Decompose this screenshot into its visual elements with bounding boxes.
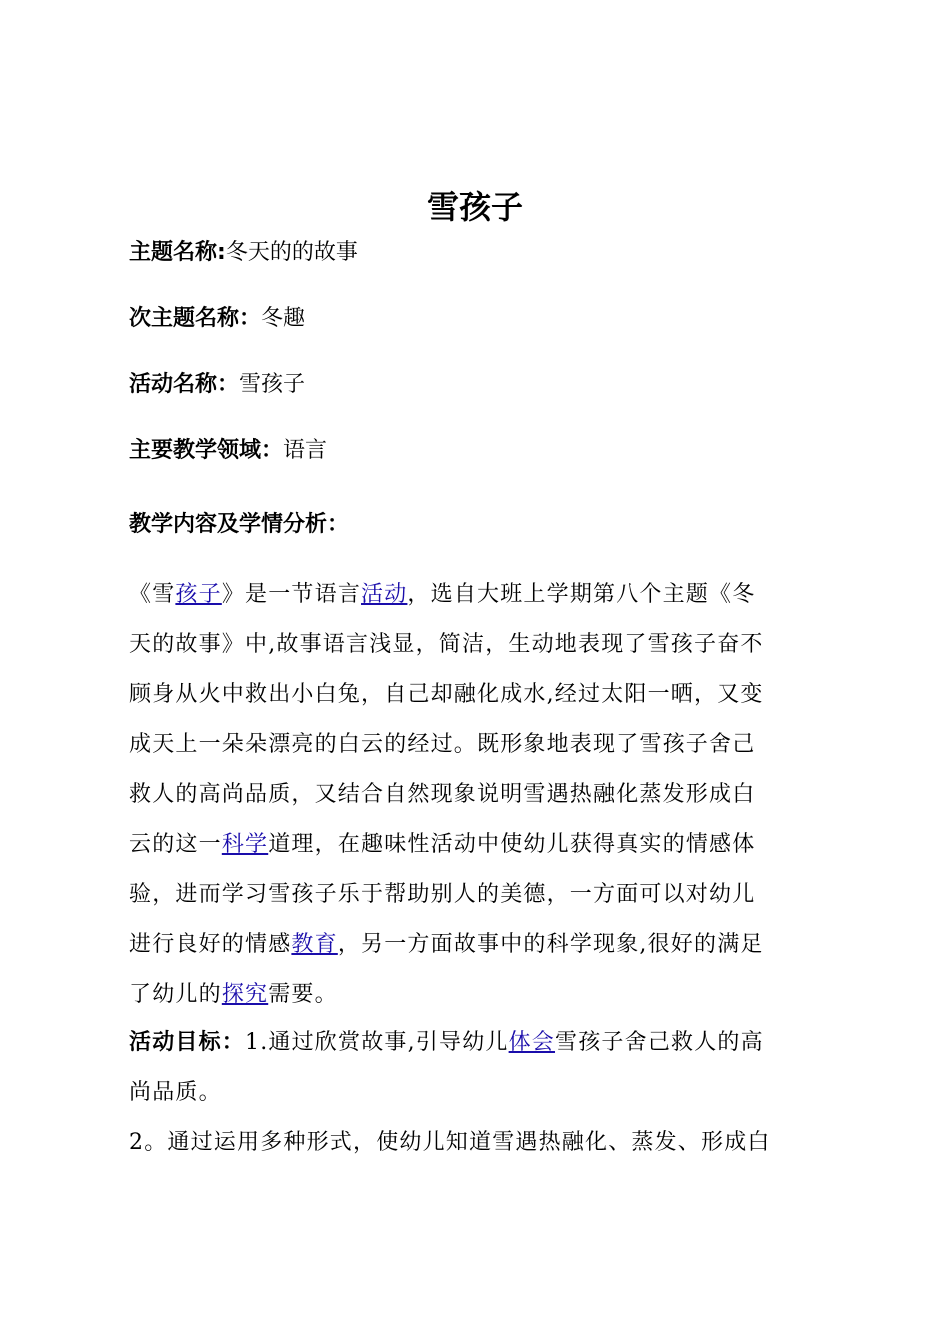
text: 《雪 — [129, 582, 176, 607]
text: 1.通过欣赏故事,引导幼儿 — [245, 1030, 509, 1055]
link-huodong[interactable]: 活动 — [361, 582, 408, 607]
field-domain — [129, 436, 327, 466]
link-jiaoyu[interactable]: 教育 — [291, 932, 338, 957]
text: 需要。 — [268, 982, 338, 1007]
field-subtheme-label: 次主题名称： — [129, 306, 262, 331]
goals-paragraph — [129, 1018, 831, 1168]
link-kexue[interactable]: 科学 — [221, 832, 269, 857]
field-subtheme — [129, 304, 305, 334]
analysis-paragraph — [129, 570, 831, 1020]
field-activity-label: 活动名称： — [129, 372, 240, 397]
analysis-line-1 — [129, 570, 831, 620]
text: ，选自大班上学期第八个主题《冬 — [407, 582, 756, 607]
analysis-line-9 — [129, 970, 831, 1020]
analysis-line-5: 救人的高尚品质，又结合自然现象说明雪遇热融化蒸发形成白 — [129, 782, 756, 807]
field-theme — [129, 238, 358, 268]
analysis-line-3: 顾身从火中救出小白兔，自己却融化成水,经过太阳一晒，又变 — [129, 682, 764, 707]
field-activity-value: 雪孩子 — [239, 372, 306, 397]
analysis-line-2: 天的故事》中,故事语言浅显，简洁，生动地表现了雪孩子奋不 — [129, 632, 764, 657]
text: 道理，在趣味性活动中使幼儿获得真实的情感体 — [268, 832, 756, 857]
field-analysis-label: 教学内容及学情分析： — [129, 512, 350, 537]
field-activity — [129, 370, 305, 400]
field-theme-value: 冬天的的故事 — [225, 240, 358, 265]
link-haizi[interactable]: 孩子 — [175, 582, 222, 607]
field-analysis-heading — [129, 510, 349, 540]
goals-line-1 — [129, 1018, 831, 1068]
text: ，另一方面故事中的科学现象,很好的满足 — [337, 932, 764, 957]
goals-label: 活动目标： — [129, 1030, 246, 1055]
text: 了幼儿的 — [129, 982, 222, 1007]
link-tihui[interactable]: 体会 — [508, 1030, 556, 1055]
field-domain-value: 语言 — [283, 438, 328, 463]
analysis-line-4: 成天上一朵朵漂亮的白云的经过。既形象地表现了雪孩子舍己 — [129, 732, 756, 757]
field-theme-label: 主题名称: — [129, 240, 226, 265]
field-domain-label: 主要教学领域： — [129, 438, 284, 463]
goals-line-2: 尚品质。 — [129, 1080, 222, 1105]
field-subtheme-value: 冬趣 — [261, 306, 306, 331]
document-title: 雪孩子 — [426, 188, 523, 226]
link-tanjiu[interactable]: 探究 — [221, 982, 269, 1007]
analysis-line-6 — [129, 820, 831, 870]
text: 云的这一 — [129, 832, 222, 857]
text: 》是一节语言 — [221, 582, 362, 607]
analysis-line-7: 验，进而学习雪孩子乐于帮助别人的美德，一方面可以对幼儿 — [129, 882, 756, 907]
goals-line-3: 2。通过运用多种形式，使幼儿知道雪遇热融化、蒸发、形成白 — [129, 1130, 771, 1155]
analysis-line-8 — [129, 920, 831, 970]
text: 进行良好的情感 — [129, 932, 292, 957]
text: 雪孩子舍己救人的高 — [555, 1030, 764, 1055]
